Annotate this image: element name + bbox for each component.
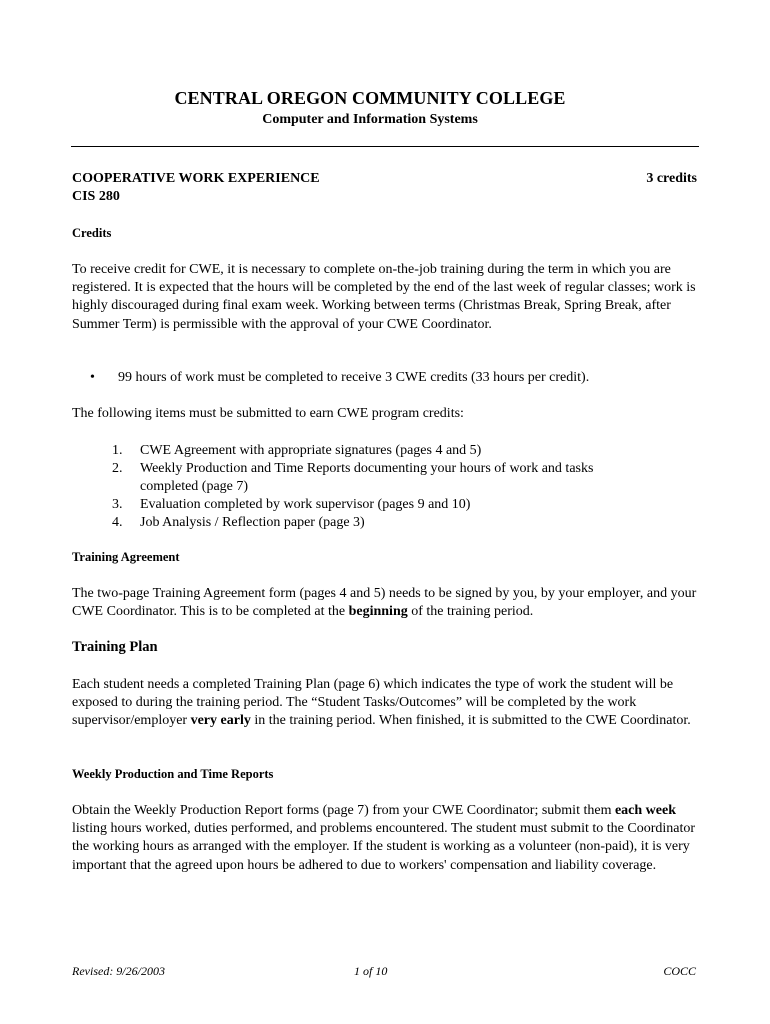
list-item-text: Evaluation completed by work supervisor (pages 9 and 10) — [140, 497, 471, 512]
course-name: COOPERATIVE WORK EXPERIENCE — [72, 171, 320, 186]
training-agreement-paragraph: The two-page Training Agreement form (pages 4 and 5) needs to be signed by you, by your employer, and your CWE Coordinator. This is to be completed at the beginning of the training period. — [72, 586, 697, 620]
footer-org: COCC — [663, 964, 696, 978]
list-item-text: Weekly Production and Time Reports documenting your hours of work and tasks completed (page 7) — [140, 461, 594, 494]
weekly-reports-paragraph: Obtain the Weekly Production Report forms (page 7) from your CWE Coordinator; submit them each week listing hours worked, duties performed, and problems encountered. The student must submit to the Coordinator the working hours as arranged with the employer. If the student is working as a volunteer (non-paid), it is very important that the agreed upon hours be adhered to due to workers' compensation and liability coverage. — [72, 803, 696, 873]
emphasis-very-early: very early — [190, 713, 251, 729]
list-item-number: 4. — [112, 515, 123, 530]
bullet-icon: • — [90, 370, 95, 385]
training-plan-heading: Training Plan — [72, 639, 158, 655]
course-code: CIS 280 — [72, 189, 120, 204]
credits-heading: Credits — [72, 226, 112, 240]
institution-title: CENTRAL OREGON COMMUNITY COLLEGE — [174, 88, 566, 108]
list-item-text: CWE Agreement with appropriate signatures (pages 4 and 5) — [140, 443, 482, 458]
list-item-text: Job Analysis / Reflection paper (page 3) — [140, 515, 365, 530]
training-plan-paragraph: Each student needs a completed Training Plan (page 6) which indicates the type of work the student will be exposed to during the training period. The “Student Tasks/Outcomes” will be completed by the work supervisor/employer very early in the training period. When finished, it is submitted to the CWE Coordinator. — [72, 677, 691, 729]
credits-bullet-text: 99 hours of work must be completed to receive 3 CWE credits (33 hours per credit). — [118, 370, 590, 385]
course-credits: 3 credits — [646, 171, 697, 186]
weekly-reports-heading: Weekly Production and Time Reports — [72, 767, 274, 781]
footer-page-number: 1 of 10 — [354, 964, 388, 978]
training-agreement-heading: Training Agreement — [72, 550, 180, 564]
header-divider — [71, 146, 699, 147]
list-item-number: 2. — [112, 461, 123, 476]
emphasis-beginning: beginning — [348, 604, 408, 620]
emphasis-each-week: each week — [614, 803, 677, 818]
items-intro: The following items must be submitted to earn CWE program credits: — [72, 406, 464, 421]
credits-paragraph: To receive credit for CWE, it is necessary to complete on-the-job training during the term in which you are registered. It is expected that the hours will be completed by the end of the last week of regular classes; work is highly discouraged during final exam week. Working between terms (Christmas Break, Spring Break, after Summer Term) is permissible with the approval of your CWE Coordinator. — [72, 262, 696, 332]
list-item-number: 3. — [112, 497, 123, 512]
footer-revised: Revised: 9/26/2003 — [72, 964, 165, 978]
list-item-number: 1. — [112, 443, 123, 458]
department-subtitle: Computer and Information Systems — [262, 112, 478, 127]
